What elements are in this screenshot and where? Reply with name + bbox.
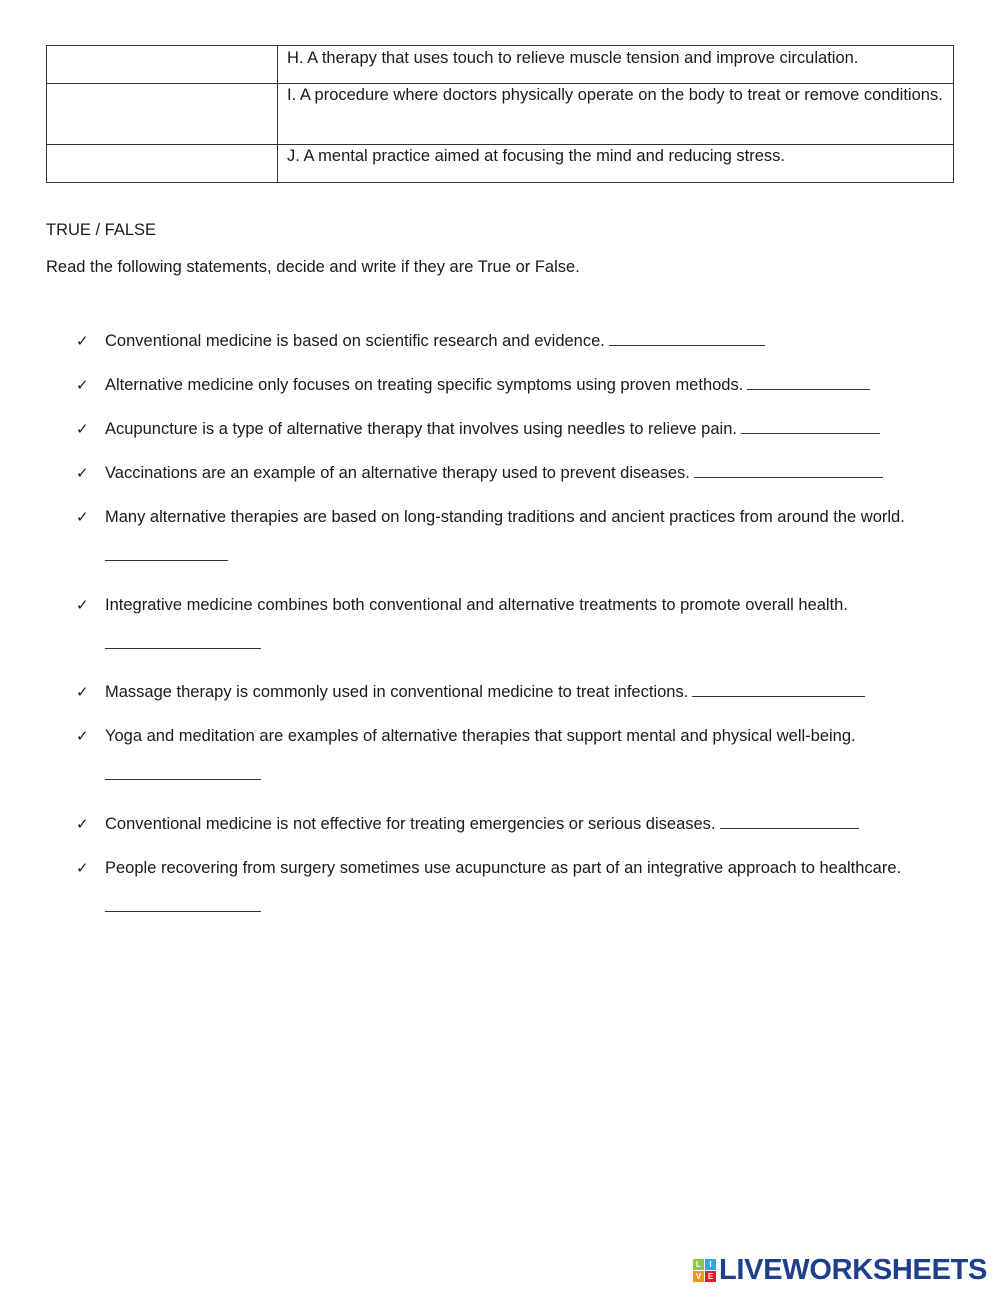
statement-text: Conventional medicine is based on scientific research and evidence. <box>105 332 605 350</box>
instructions: Read the following statements, decide and write if they are True or False. <box>46 258 580 276</box>
logo-text: LIVEWORKSHEETS <box>719 1253 988 1286</box>
table-row <box>47 145 954 183</box>
answer-blank[interactable] <box>747 374 870 390</box>
statement-text: People recovering from surgery sometimes use acupuncture as part of an integrative approach to healthcare. <box>105 859 902 877</box>
answer-blank[interactable] <box>720 813 859 829</box>
checkmark-icon: ✓ <box>76 815 89 833</box>
checkmark-icon: ✓ <box>76 596 89 614</box>
statement-text: Yoga and meditation are examples of alternative therapies that support mental and physical well-being. <box>105 727 856 745</box>
statement-text: Integrative medicine combines both conventional and alternative treatments to promote overall health. <box>105 596 848 614</box>
definition-cell <box>278 84 954 145</box>
answer-blank[interactable] <box>105 545 228 561</box>
checkmark-icon: ✓ <box>76 332 89 350</box>
definition-text: I. A procedure where doctors physically operate on the body to treat or remove conditions. <box>287 86 943 104</box>
checkmark-icon: ✓ <box>76 727 89 745</box>
checkmark-icon: ✓ <box>76 859 89 877</box>
matching-table <box>46 45 954 183</box>
definition-text: H. A therapy that uses touch to relieve muscle tension and improve circulation. <box>287 49 859 67</box>
answer-cell[interactable] <box>47 46 278 84</box>
answer-blank[interactable] <box>692 681 865 697</box>
statement-text: Acupuncture is a type of alternative therapy that involves using needles to relieve pain. <box>105 420 737 438</box>
definition-text: J. A mental practice aimed at focusing the mind and reducing stress. <box>287 147 786 165</box>
statement-text: Many alternative therapies are based on long-standing traditions and ancient practices from around the world. <box>105 508 905 526</box>
statement-text: Massage therapy is commonly used in conventional medicine to treat infections. <box>105 683 689 701</box>
checkmark-icon: ✓ <box>76 683 89 701</box>
statement-text: Vaccinations are an example of an alternative therapy used to prevent diseases. <box>105 464 690 482</box>
answer-blank[interactable] <box>694 462 883 478</box>
answer-cell[interactable] <box>47 145 278 183</box>
checkmark-icon: ✓ <box>76 464 89 482</box>
logo-grid-icon: L I V E <box>693 1259 716 1282</box>
answer-blank[interactable] <box>741 418 880 434</box>
checkmark-icon: ✓ <box>76 508 89 526</box>
table-row <box>47 46 954 84</box>
checkmark-icon: ✓ <box>76 420 89 438</box>
definition-cell <box>278 46 954 84</box>
definition-cell <box>278 145 954 183</box>
statement-text: Conventional medicine is not effective for treating emergencies or serious diseases. <box>105 815 716 833</box>
answer-blank[interactable] <box>105 764 261 780</box>
answer-blank[interactable] <box>105 633 261 649</box>
answer-blank[interactable] <box>105 896 261 912</box>
liveworksheets-logo <box>693 1254 987 1286</box>
answer-blank[interactable] <box>609 330 765 346</box>
statement-text: Alternative medicine only focuses on treating specific symptoms using proven methods. <box>105 376 744 394</box>
table-row <box>47 84 954 145</box>
checkmark-icon: ✓ <box>76 376 89 394</box>
section-title: TRUE / FALSE <box>46 221 157 239</box>
answer-cell[interactable] <box>47 84 278 145</box>
